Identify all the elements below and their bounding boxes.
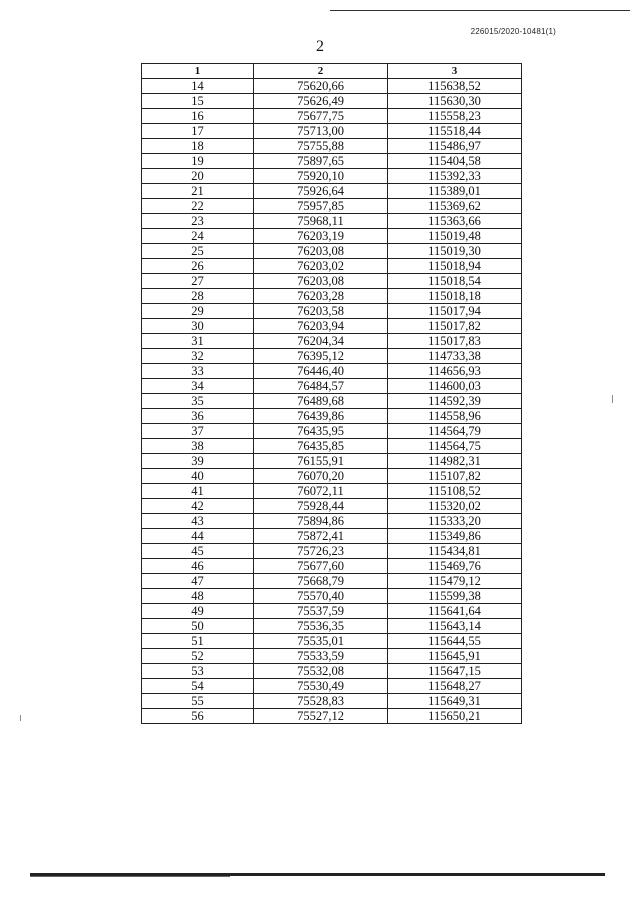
table-row <box>142 94 522 109</box>
point-number-cell: 27 <box>142 274 254 289</box>
x-coordinate-cell: 75926,64 <box>254 184 388 199</box>
bottom-rule-shadow <box>30 876 230 877</box>
table-row <box>142 529 522 544</box>
y-coordinate-cell: 115349,86 <box>388 529 522 544</box>
table-row <box>142 139 522 154</box>
table-row <box>142 544 522 559</box>
y-coordinate-cell: 115630,30 <box>388 94 522 109</box>
x-coordinate-cell: 75536,35 <box>254 619 388 634</box>
x-coordinate-cell: 75620,66 <box>254 79 388 94</box>
x-coordinate-cell: 76484,57 <box>254 379 388 394</box>
y-coordinate-cell: 115643,14 <box>388 619 522 634</box>
table-row <box>142 499 522 514</box>
point-number-cell: 33 <box>142 364 254 379</box>
table-row <box>142 574 522 589</box>
y-coordinate-cell: 114592,39 <box>388 394 522 409</box>
table-row <box>142 379 522 394</box>
point-number-cell: 42 <box>142 499 254 514</box>
x-coordinate-cell: 75537,59 <box>254 604 388 619</box>
point-number-cell: 46 <box>142 559 254 574</box>
x-coordinate-cell: 76072,11 <box>254 484 388 499</box>
y-coordinate-cell: 115018,94 <box>388 259 522 274</box>
table-row <box>142 304 522 319</box>
table-row <box>142 409 522 424</box>
point-number-cell: 25 <box>142 244 254 259</box>
x-coordinate-cell: 76439,86 <box>254 409 388 424</box>
point-number-cell: 28 <box>142 289 254 304</box>
table-row <box>142 259 522 274</box>
table-row <box>142 514 522 529</box>
x-coordinate-cell: 76489,68 <box>254 394 388 409</box>
table-row <box>142 214 522 229</box>
x-coordinate-cell: 75535,01 <box>254 634 388 649</box>
x-coordinate-cell: 76203,94 <box>254 319 388 334</box>
y-coordinate-cell: 115645,91 <box>388 649 522 664</box>
x-coordinate-cell: 75677,75 <box>254 109 388 124</box>
y-coordinate-cell: 114733,38 <box>388 349 522 364</box>
table-row <box>142 199 522 214</box>
x-coordinate-cell: 75528,83 <box>254 694 388 709</box>
point-number-cell: 23 <box>142 214 254 229</box>
y-coordinate-cell: 115641,64 <box>388 604 522 619</box>
y-coordinate-cell: 114656,93 <box>388 364 522 379</box>
y-coordinate-cell: 115017,82 <box>388 319 522 334</box>
point-number-cell: 16 <box>142 109 254 124</box>
point-number-cell: 52 <box>142 649 254 664</box>
point-number-cell: 37 <box>142 424 254 439</box>
column-header-x: 2 <box>254 64 388 79</box>
x-coordinate-cell: 76435,95 <box>254 424 388 439</box>
y-coordinate-cell: 115558,23 <box>388 109 522 124</box>
page-number: 2 <box>316 38 324 55</box>
x-coordinate-cell: 76435,85 <box>254 439 388 454</box>
point-number-cell: 47 <box>142 574 254 589</box>
x-coordinate-cell: 75570,40 <box>254 589 388 604</box>
x-coordinate-cell: 75928,44 <box>254 499 388 514</box>
point-number-cell: 24 <box>142 229 254 244</box>
y-coordinate-cell: 115333,20 <box>388 514 522 529</box>
table-row <box>142 244 522 259</box>
table-row <box>142 154 522 169</box>
table-row <box>142 229 522 244</box>
point-number-cell: 44 <box>142 529 254 544</box>
table-row <box>142 634 522 649</box>
point-number-cell: 41 <box>142 484 254 499</box>
y-coordinate-cell: 115017,94 <box>388 304 522 319</box>
table-row <box>142 319 522 334</box>
y-coordinate-cell: 115469,76 <box>388 559 522 574</box>
point-number-cell: 20 <box>142 169 254 184</box>
table-row <box>142 274 522 289</box>
table-header-row <box>142 64 522 79</box>
y-coordinate-cell: 115018,54 <box>388 274 522 289</box>
y-coordinate-cell: 115019,30 <box>388 244 522 259</box>
x-coordinate-cell: 75920,10 <box>254 169 388 184</box>
table-row <box>142 394 522 409</box>
x-coordinate-cell: 75968,11 <box>254 214 388 229</box>
point-number-cell: 48 <box>142 589 254 604</box>
y-coordinate-cell: 115638,52 <box>388 79 522 94</box>
y-coordinate-cell: 115018,18 <box>388 289 522 304</box>
x-coordinate-cell: 75532,08 <box>254 664 388 679</box>
point-number-cell: 18 <box>142 139 254 154</box>
point-number-cell: 43 <box>142 514 254 529</box>
x-coordinate-cell: 75726,23 <box>254 544 388 559</box>
x-coordinate-cell: 75626,49 <box>254 94 388 109</box>
column-header-y: 3 <box>388 64 522 79</box>
table-row <box>142 364 522 379</box>
table-row <box>142 289 522 304</box>
x-coordinate-cell: 75872,41 <box>254 529 388 544</box>
x-coordinate-cell: 75713,00 <box>254 124 388 139</box>
point-number-cell: 39 <box>142 454 254 469</box>
x-coordinate-cell: 75533,59 <box>254 649 388 664</box>
y-coordinate-cell: 115518,44 <box>388 124 522 139</box>
table-row <box>142 679 522 694</box>
point-number-cell: 54 <box>142 679 254 694</box>
x-coordinate-cell: 76203,58 <box>254 304 388 319</box>
table-row <box>142 619 522 634</box>
y-coordinate-cell: 115392,33 <box>388 169 522 184</box>
table-row <box>142 559 522 574</box>
y-coordinate-cell: 114982,31 <box>388 454 522 469</box>
point-number-cell: 19 <box>142 154 254 169</box>
table-row <box>142 424 522 439</box>
table-row <box>142 454 522 469</box>
table-row <box>142 589 522 604</box>
x-coordinate-cell: 75530,49 <box>254 679 388 694</box>
point-number-cell: 26 <box>142 259 254 274</box>
table-row <box>142 694 522 709</box>
point-number-cell: 22 <box>142 199 254 214</box>
y-coordinate-cell: 115404,58 <box>388 154 522 169</box>
table-row <box>142 79 522 94</box>
point-number-cell: 14 <box>142 79 254 94</box>
x-coordinate-cell: 76203,02 <box>254 259 388 274</box>
x-coordinate-cell: 76203,08 <box>254 244 388 259</box>
table-body <box>142 79 522 724</box>
point-number-cell: 29 <box>142 304 254 319</box>
x-coordinate-cell: 76395,12 <box>254 349 388 364</box>
y-coordinate-cell: 115486,97 <box>388 139 522 154</box>
point-number-cell: 51 <box>142 634 254 649</box>
y-coordinate-cell: 115647,15 <box>388 664 522 679</box>
point-number-cell: 32 <box>142 349 254 364</box>
table-row <box>142 649 522 664</box>
x-coordinate-cell: 75668,79 <box>254 574 388 589</box>
x-coordinate-cell: 76070,20 <box>254 469 388 484</box>
x-coordinate-cell: 75755,88 <box>254 139 388 154</box>
point-number-cell: 21 <box>142 184 254 199</box>
point-number-cell: 50 <box>142 619 254 634</box>
y-coordinate-cell: 115479,12 <box>388 574 522 589</box>
y-coordinate-cell: 115434,81 <box>388 544 522 559</box>
y-coordinate-cell: 115019,48 <box>388 229 522 244</box>
y-coordinate-cell: 115389,01 <box>388 184 522 199</box>
y-coordinate-cell: 115369,62 <box>388 199 522 214</box>
y-coordinate-cell: 115320,02 <box>388 499 522 514</box>
top-rule <box>330 10 630 11</box>
point-number-cell: 53 <box>142 664 254 679</box>
x-coordinate-cell: 76203,08 <box>254 274 388 289</box>
margin-mark <box>20 715 21 721</box>
table-row <box>142 334 522 349</box>
y-coordinate-cell: 115644,55 <box>388 634 522 649</box>
table-row <box>142 709 522 724</box>
y-coordinate-cell: 115599,38 <box>388 589 522 604</box>
point-number-cell: 15 <box>142 94 254 109</box>
point-number-cell: 49 <box>142 604 254 619</box>
x-coordinate-cell: 76203,28 <box>254 289 388 304</box>
column-header-number: 1 <box>142 64 254 79</box>
point-number-cell: 36 <box>142 409 254 424</box>
table-row <box>142 349 522 364</box>
point-number-cell: 40 <box>142 469 254 484</box>
x-coordinate-cell: 75897,65 <box>254 154 388 169</box>
point-number-cell: 38 <box>142 439 254 454</box>
y-coordinate-cell: 114564,75 <box>388 439 522 454</box>
point-number-cell: 30 <box>142 319 254 334</box>
point-number-cell: 35 <box>142 394 254 409</box>
table-row <box>142 484 522 499</box>
y-coordinate-cell: 115363,66 <box>388 214 522 229</box>
y-coordinate-cell: 115107,82 <box>388 469 522 484</box>
point-number-cell: 17 <box>142 124 254 139</box>
y-coordinate-cell: 114600,03 <box>388 379 522 394</box>
y-coordinate-cell: 115648,27 <box>388 679 522 694</box>
y-coordinate-cell: 115108,52 <box>388 484 522 499</box>
x-coordinate-cell: 76203,19 <box>254 229 388 244</box>
point-number-cell: 55 <box>142 694 254 709</box>
x-coordinate-cell: 76204,34 <box>254 334 388 349</box>
x-coordinate-cell: 75894,86 <box>254 514 388 529</box>
x-coordinate-cell: 76155,91 <box>254 454 388 469</box>
x-coordinate-cell: 75677,60 <box>254 559 388 574</box>
table-row <box>142 664 522 679</box>
table-row <box>142 124 522 139</box>
point-number-cell: 56 <box>142 709 254 724</box>
table-row <box>142 184 522 199</box>
point-number-cell: 31 <box>142 334 254 349</box>
table-row <box>142 469 522 484</box>
y-coordinate-cell: 115650,21 <box>388 709 522 724</box>
table-row <box>142 169 522 184</box>
table-row <box>142 109 522 124</box>
point-number-cell: 34 <box>142 379 254 394</box>
margin-mark <box>612 395 613 403</box>
coordinates-table <box>141 63 522 724</box>
y-coordinate-cell: 114564,79 <box>388 424 522 439</box>
y-coordinate-cell: 115649,31 <box>388 694 522 709</box>
table-row <box>142 439 522 454</box>
table-row <box>142 604 522 619</box>
point-number-cell: 45 <box>142 544 254 559</box>
x-coordinate-cell: 76446,40 <box>254 364 388 379</box>
document-id: 226015/2020-10481(1) <box>470 27 556 36</box>
x-coordinate-cell: 75957,85 <box>254 199 388 214</box>
y-coordinate-cell: 114558,96 <box>388 409 522 424</box>
x-coordinate-cell: 75527,12 <box>254 709 388 724</box>
y-coordinate-cell: 115017,83 <box>388 334 522 349</box>
